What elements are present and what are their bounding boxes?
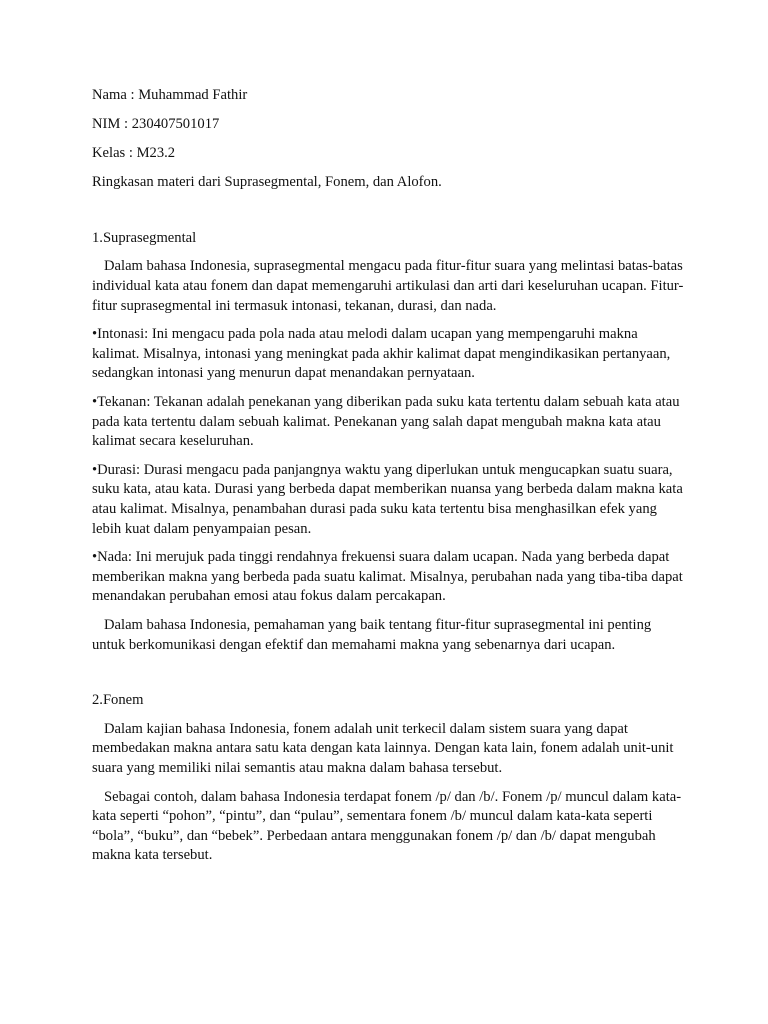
summary-title: Ringkasan materi dari Suprasegmental, Fonem, dan Alofon. (92, 174, 442, 191)
paragraph-suprasegmental-closing: Dalam bahasa Indonesia, pemahaman yang baik tentang fitur-fitur suprasegmental ini penting untuk berkomunikasi dengan efektif dan memahami makna yang sebenarnya dari ucapan. (92, 616, 652, 653)
paragraph-suprasegmental-intro: Dalam bahasa Indonesia, suprasegmental mengacu pada fitur-fitur suara yang melintasi batas-batas individual kata atau fonem dan dapat memengaruhi artikulasi dan arti dari keseluruhan ucapan. Fitur-fitur suprasegmental ini termasuk intonasi, tekanan, durasi, dan nada. (92, 258, 684, 314)
bullet-nada: •Nada: Ini merujuk pada tinggi rendahnya frekuensi suara dalam ucapan. Nada yang berbeda dapat memberikan makna yang berbeda pada suatu kalimat. Misalnya, perubahan nada yang tiba-tiba dapat menandakan perubahan emosi atau fokus dalam percakapan. (92, 549, 683, 605)
document-page (92, 86, 684, 875)
student-name: Nama : Muhammad Fathir (92, 87, 248, 103)
bullet-durasi: •Durasi: Durasi mengacu pada panjangnya waktu yang diperlukan untuk mengucapkan suatu suara, suku kata, atau kata. Durasi yang berbeda dapat memberikan nuansa yang berbeda dalam makna kata atau kalimat. Misalnya, penambahan durasi pada suku kata tertentu bisa menghasilkan efek yang lebih kuat dalam penyampaian pesan. (92, 461, 683, 537)
bullet-intonasi: •Intonasi: Ini mengacu pada pola nada atau melodi dalam ucapan yang mempengaruhi makna kalimat. Misalnya, intonasi yang meningkat pada akhir kalimat dapat mengindikasikan pertanyaan, sedangkan intonasi yang menurun dapat menandakan pernyataan. (92, 326, 671, 382)
section-heading-fonem: 2.Fonem (92, 692, 144, 709)
paragraph-fonem-example: Sebagai contoh, dalam bahasa Indonesia terdapat fonem /p/ dan /b/. Fonem /p/ muncul dalam kata-kata seperti “pohon”, “pintu”, dan “pulau”, sementara fonem /b/ muncul dalam kata-kata seperti “bola”, “buku”, dan “bebek”. Perbedaan antara menggunakan fonem /p/ dan /b/ dapat mengubah makna kata tersebut. (92, 788, 682, 864)
student-class: Kelas : M23.2 (92, 145, 176, 162)
paragraph-fonem-definition: Dalam kajian bahasa Indonesia, fonem adalah unit terkecil dalam sistem suara yang dapat membedakan makna antara satu kata dengan kata lainnya. Dengan kata lain, fonem adalah unit-unit suara yang memiliki nilai semantis atau makna dalam bahasa tersebut. (92, 720, 674, 776)
section-heading-suprasegmental: 1.Suprasegmental (92, 229, 197, 246)
bullet-tekanan: •Tekanan: Tekanan adalah penekanan yang diberikan pada suku kata tertentu dalam sebuah kata atau pada kata tertentu dalam sebuah kalimat. Penekanan yang salah dapat mengubah makna kata atau kalimat secara keseluruhan. (92, 394, 680, 450)
student-nim: NIM : 230407501017 (92, 116, 220, 133)
